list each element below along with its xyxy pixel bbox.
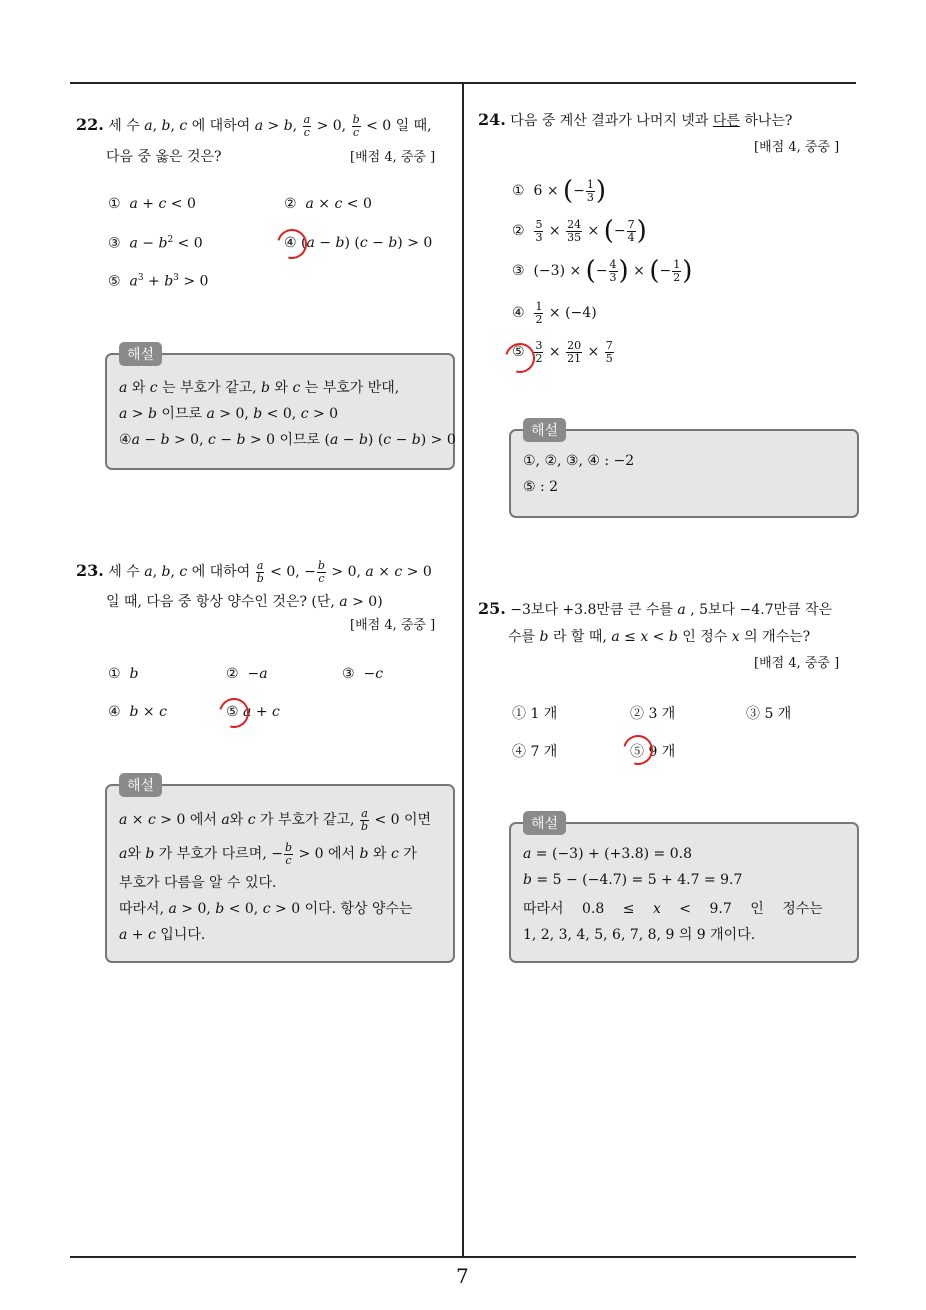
q25-explanation-box xyxy=(509,816,859,963)
q24-stem-line1: 24. 다음 중 계산 결과가 나머지 넷과 다른 하나는? xyxy=(478,110,793,129)
q23-stem-line2: 일 때, 다음 중 항상 양수인 것은? (단, a > 0) xyxy=(106,594,383,610)
q23-score: [배점 4, 중중 ] xyxy=(350,618,436,633)
q22-explain-line2: a > b 이므로 a > 0, b < 0, c > 0 xyxy=(119,406,339,422)
q22-explanation-tag: 해설 xyxy=(119,342,162,366)
q24-choice-2[interactable]: ② $\frac{5}{3}$ × $\frac{24}{35}$ × (− $\frac{7}{4}$ ) xyxy=(512,216,647,246)
q23-stem-line1: 23. 세 수 a, b, c 에 대하여 $\frac{a}{b}$ < 0, − $\frac{b}{c}$ > 0, a × c > 0 xyxy=(76,559,432,585)
q24-score: [배점 4, 중중 ] xyxy=(754,140,840,155)
q22-answer-mark xyxy=(272,224,313,265)
q25-explanation-tag: 해설 xyxy=(523,811,566,835)
q23-explain-line2: a와 b 가 부호가 다르며, − $\frac{b}{c}$ > 0 에서 b 와 c 가 xyxy=(119,841,417,867)
q22-choice-3[interactable]: ③ $a - b^2 < 0$ xyxy=(108,235,203,252)
q24-underlined-word: 다른 xyxy=(712,113,740,129)
q22-explain-line1: a 와 c 는 부호가 같고, b 와 c 는 부호가 반대, xyxy=(119,380,400,396)
q23-explain-line3: 부호가 다름을 알 수 있다. xyxy=(119,875,277,891)
column-divider xyxy=(462,82,464,1257)
page-number: 7 xyxy=(456,1264,469,1288)
q23-explanation-box xyxy=(105,778,455,963)
q22-score: [배점 4, 중중 ] xyxy=(350,150,436,165)
q25-explain-line3: 따라서 0.8 ≤ x < 9.7 인 정수는 xyxy=(523,901,823,917)
q23-choice-4[interactable]: ④ b × c xyxy=(108,704,167,720)
q23-explain-line5: a + c 입니다. xyxy=(119,927,206,943)
bottom-rule xyxy=(70,1256,856,1258)
q25-choice-2[interactable]: ② 3 개 xyxy=(630,706,676,722)
q25-answer-mark xyxy=(618,730,659,771)
q23-choice-2[interactable]: ② −a xyxy=(226,666,268,682)
q24-explanation-box xyxy=(509,423,859,518)
q25-explain-line1: a = (−3) + (+3.8) = 0.8 xyxy=(523,846,692,862)
q22-stem-line1: 22. 세 수 a, b, c 에 대하여 a > b, $\frac{a}{c}$ > 0, $\frac{b}{c}$ < 0 일 때, xyxy=(76,113,432,139)
q23-explanation-tag: 해설 xyxy=(119,773,162,797)
q22-choice-5[interactable]: ⑤ $a^3 + b^3 > 0$ xyxy=(108,273,209,290)
q23-choice-1[interactable]: ① b xyxy=(108,666,139,682)
q22-stem-text: 세 수 xyxy=(108,118,140,135)
q25-stem-line1: 25. −3보다 +3.8만큼 큰 수를 a , 5보다 −4.7만큼 작은 xyxy=(478,599,833,618)
q23-choice-3[interactable]: ③ −c xyxy=(342,666,384,682)
q23-choice-5[interactable]: ⑤ a + c xyxy=(226,704,280,720)
q22-explain-line3: ④a − b > 0, c − b > 0 이므로 (a − b) (c − b) > 0 xyxy=(119,432,456,448)
q23-number: 23. xyxy=(76,561,104,581)
q22-choice-1[interactable]: ① a + c < 0 xyxy=(108,196,196,212)
q23-explain-line1: a × c > 0 에서 a와 c 가 부호가 같고, $\frac{a}{b}$ < 0 이면 xyxy=(119,807,432,833)
q25-choice-1[interactable]: ① 1 개 xyxy=(512,706,558,722)
q22-stem-line2: 다음 중 옳은 것은? xyxy=(106,149,222,165)
q24-choice-4[interactable]: ④ $\frac{1}{2}$ × (−4) xyxy=(512,300,597,326)
q24-choice-3[interactable]: ③ (−3) × (− $\frac{4}{3}$ ) × (− $\frac{1}{2}$ ) xyxy=(512,256,693,286)
q25-explain-line2: b = 5 − (−4.7) = 5 + 4.7 = 9.7 xyxy=(523,872,743,888)
q22-number: 22. xyxy=(76,115,104,135)
q25-number: 25. xyxy=(478,599,506,618)
q22-explanation-box xyxy=(105,347,456,470)
q24-explanation-tag: 해설 xyxy=(523,418,566,442)
q25-stem-line2: 수를 b 라 할 때, a ≤ x < b 인 정수 x 의 개수는? xyxy=(508,629,811,645)
q24-number: 24. xyxy=(478,110,506,129)
q23-explain-line4: 따라서, a > 0, b < 0, c > 0 이다. 항상 양수는 xyxy=(119,901,413,917)
q24-explain-line2: ⑤ : 2 xyxy=(523,479,559,495)
q25-score: [배점 4, 중중 ] xyxy=(754,656,840,671)
q22-stem-text3: 일 때, xyxy=(395,118,432,135)
q24-choice-1[interactable]: ① 6 × (− $\frac{1}{3}$ ) xyxy=(512,176,607,206)
q24-explain-line1: ①, ②, ③, ④ : −2 xyxy=(523,453,635,469)
q24-choice-5[interactable]: ⑤ $\frac{3}{2}$ × $\frac{20}{21}$ × $\frac{7}{5}$ xyxy=(512,339,613,365)
q22-choice-2[interactable]: ② a × c < 0 xyxy=(284,196,372,212)
q22-choice-4[interactable]: ④ (a − b) (c − b) > 0 xyxy=(284,235,433,251)
q22-stem-text2: 에 대하여 xyxy=(191,118,251,135)
q25-choice-4[interactable]: ④ 7 개 xyxy=(512,744,558,760)
q25-explain-line4: 1, 2, 3, 4, 5, 6, 7, 8, 9 의 9 개이다. xyxy=(523,927,756,943)
q23-answer-mark xyxy=(214,693,255,734)
q25-choice-5[interactable]: ⑤ 9 개 xyxy=(630,744,676,760)
q25-choice-3[interactable]: ③ 5 개 xyxy=(746,706,792,722)
